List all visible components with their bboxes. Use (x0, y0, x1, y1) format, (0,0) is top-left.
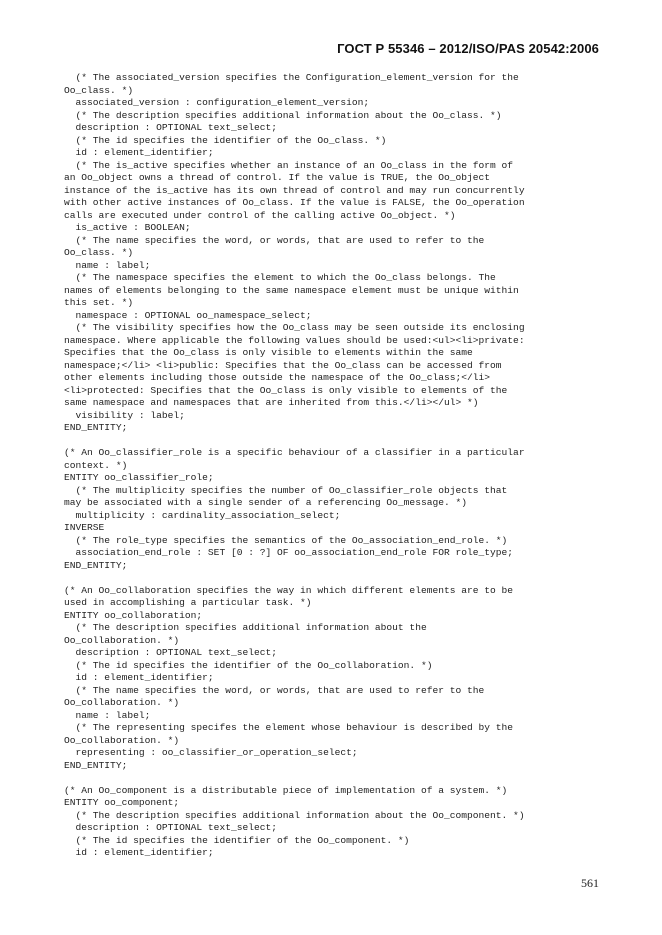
code-line: associated_version : configuration_element_version; (64, 97, 370, 108)
code-line: <li>protected: Specifies that the Oo_class is only visible to elements of the (64, 384, 508, 396)
code-line: instance of the is_active has its own thread of control and may run concurrently (64, 184, 525, 196)
code-line: is_active : BOOLEAN; (64, 222, 191, 233)
code-line: (* The role_type specifies the semantics of the Oo_association_end_role. *) (64, 534, 508, 546)
code-line: namespace. Where applicable the following values should be used:<ul><li>private: (64, 334, 525, 346)
code-line: INVERSE (64, 522, 105, 533)
code-line: other elements including those outside the namespace of the Oo_class;</li> (64, 372, 491, 383)
code-line: calls are executed under control of the calling active Oo_object. *) (64, 209, 456, 221)
code-line: description : OPTIONAL text_select; (64, 647, 278, 658)
code-line: description : OPTIONAL text_select; (64, 122, 278, 133)
code-line: END_ENTITY; (64, 759, 128, 771)
code-line: END_ENTITY; (64, 559, 128, 571)
code-line: multiplicity : cardinality_association_select; (64, 509, 341, 521)
code-line: (* The id specifies the identifier of the Oo_class. *) (64, 134, 387, 146)
blank-line (64, 435, 609, 448)
code-line: (* The is_active specifies whether an instance of an Oo_class in the form of (64, 159, 514, 171)
document-header: ГОСТ Р 55346 – 2012/ISO/PAS 20542:2006 (337, 41, 599, 56)
code-line: ENTITY oo_collaboration; (64, 609, 203, 621)
code-line: used in accomplishing a particular task. *) (64, 597, 312, 608)
code-line: Oo_collaboration. *) (64, 697, 180, 708)
code-line: an Oo_object owns a thread of control. If the value is TRUE, the Oo_object (64, 172, 491, 183)
code-line: id : element_identifier; (64, 147, 214, 158)
code-line: same namespace and namespaces that are inherited from this.</li></ul> *) (64, 397, 479, 408)
code-line: END_ENTITY; (64, 422, 128, 433)
blank-line (64, 772, 609, 785)
blank-line (64, 572, 609, 585)
code-line: (* The visibility specifies how the Oo_class may be seen outside its enclosing (64, 322, 525, 333)
code-line: (* The description specifies additional information about the Oo_class. *) (64, 109, 502, 121)
code-line: id : element_identifier; (64, 672, 214, 683)
code-line: (* The multiplicity specifies the number of Oo_classifier_role objects that (64, 484, 508, 496)
code-line: Specifies that the Oo_class is only visible to elements within the same (64, 347, 473, 358)
code-line: association_end_role : SET [0 : ?] OF oo_association_end_role FOR role_type; (64, 547, 514, 558)
code-line: (* The name specifies the word, or words, that are used to refer to the (64, 234, 485, 246)
code-line: (* The id specifies the identifier of the Oo_collaboration. *) (64, 659, 433, 671)
code-line: Oo_class. *) (64, 247, 134, 258)
code-line: (* The representing specifes the element whose behaviour is described by the (64, 722, 514, 733)
code-line: name : label; (64, 259, 151, 271)
code-line: ENTITY oo_component; (64, 797, 180, 808)
code-line: description : OPTIONAL text_select; (64, 822, 278, 833)
code-line: name : label; (64, 709, 151, 721)
code-line: names of elements belonging to the same namespace element must be unique within (64, 284, 519, 296)
code-line: Oo_collaboration. *) (64, 734, 180, 746)
code-line: (* The id specifies the identifier of the Oo_component. *) (64, 834, 410, 846)
code-line: namespace : OPTIONAL oo_namespace_select; (64, 309, 312, 321)
code-line: Oo_class. *) (64, 84, 134, 96)
code-line: visibility : label; (64, 409, 185, 421)
express-code-block (64, 72, 609, 860)
code-line: (* An Oo_classifier_role is a specific behaviour of a classifier in a particular (64, 447, 525, 458)
code-line: (* The description specifies additional information about the (64, 622, 427, 633)
code-line: representing : oo_classifier_or_operation_select; (64, 747, 358, 758)
page-number: 561 (581, 876, 599, 890)
code-line: id : element_identifier; (64, 847, 214, 858)
code-line: (* The description specifies additional information about the Oo_component. *) (64, 809, 525, 821)
code-line: (* The namespace specifies the element to which the Oo_class belongs. The (64, 272, 496, 283)
code-line: Oo_collaboration. *) (64, 634, 180, 646)
code-line: ENTITY oo_classifier_role; (64, 472, 214, 483)
code-line: may be associated with a single sender of a referencing Oo_message. *) (64, 497, 468, 508)
code-line: (* An Oo_component is a distributable piece of implementation of a system. *) (64, 784, 508, 796)
code-line: (* An Oo_collaboration specifies the way in which different elements are to be (64, 584, 514, 596)
code-line: this set. *) (64, 297, 134, 308)
code-line: context. *) (64, 459, 128, 471)
code-line: namespace;</li> <li>public: Specifies that the Oo_class can be accessed from (64, 359, 502, 371)
code-line: with other active instances of Oo_class. If the value is FALSE, the Oo_operation (64, 197, 525, 208)
code-line: (* The name specifies the word, or words, that are used to refer to the (64, 684, 485, 696)
code-line: (* The associated_version specifies the Configuration_element_version for the (64, 72, 519, 83)
